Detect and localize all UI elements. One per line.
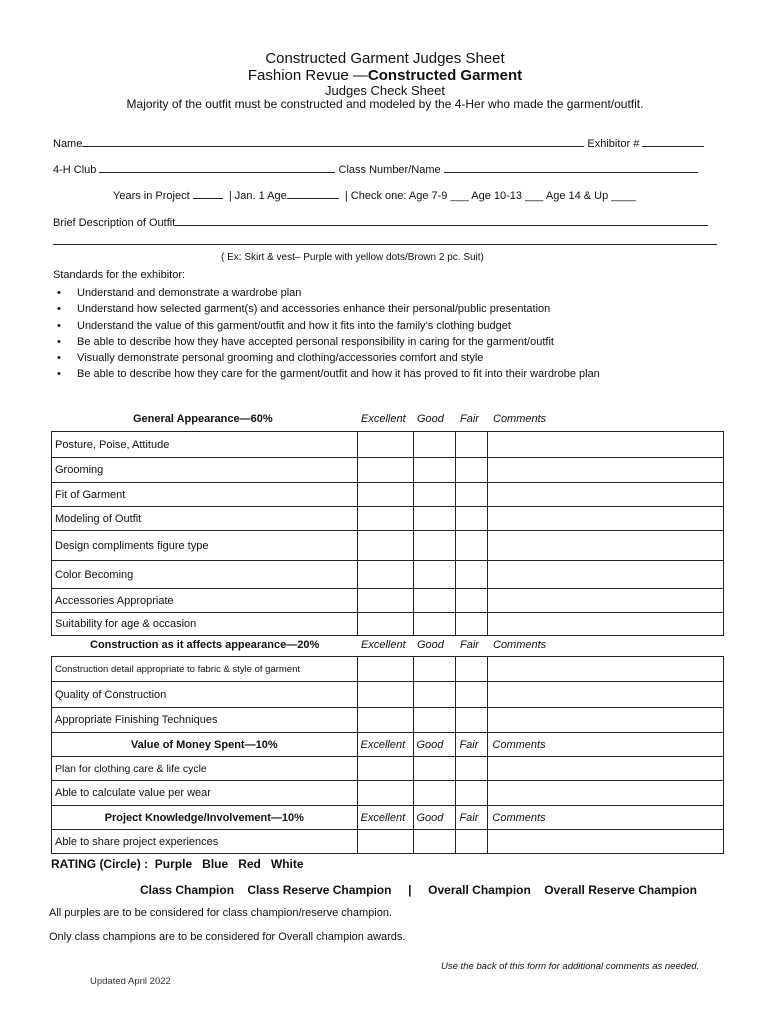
good-cell[interactable] bbox=[413, 781, 456, 806]
fair-cell[interactable] bbox=[456, 781, 488, 806]
section-construction-title: Construction as it affects appearance—20% bbox=[90, 639, 320, 651]
col-fair: Fair bbox=[456, 806, 488, 830]
table-row bbox=[52, 432, 724, 458]
col-excellent: Excellent bbox=[361, 639, 406, 651]
criterion: Grooming bbox=[52, 458, 358, 483]
award-overall-reserve[interactable]: Overall Reserve Champion bbox=[544, 883, 697, 897]
award-separator: | bbox=[408, 883, 412, 897]
description-line-1[interactable] bbox=[175, 215, 708, 226]
col-excellent: Excellent bbox=[357, 806, 413, 830]
club-label: 4-H Club bbox=[53, 164, 97, 176]
note-purples: All purples are to be considered for class champion/reserve champion. bbox=[49, 907, 393, 919]
check-sheet-title: Judges Check Sheet bbox=[325, 83, 445, 98]
excellent-cell[interactable] bbox=[357, 432, 413, 458]
example-text: ( Ex: Skirt & vest– Purple with yellow dots/Brown 2 pc. Suit) bbox=[221, 252, 484, 263]
col-fair: Fair bbox=[456, 733, 488, 757]
fair-cell[interactable] bbox=[456, 458, 488, 483]
club-field[interactable] bbox=[53, 162, 698, 176]
rating-label: RATING (Circle) : bbox=[51, 857, 149, 871]
comments-cell[interactable] bbox=[488, 830, 724, 854]
comments-cell[interactable] bbox=[488, 432, 724, 458]
fair-cell[interactable] bbox=[456, 531, 488, 561]
comments-cell[interactable] bbox=[488, 781, 724, 806]
standards-heading: Standards for the exhibitor: bbox=[53, 269, 186, 281]
comments-cell[interactable] bbox=[488, 757, 724, 781]
comments-cell[interactable] bbox=[488, 531, 724, 561]
excellent-cell[interactable] bbox=[357, 657, 413, 682]
good-cell[interactable] bbox=[413, 708, 456, 733]
good-cell[interactable] bbox=[413, 432, 456, 458]
good-cell[interactable] bbox=[413, 483, 456, 507]
criterion: Accessories Appropriate bbox=[52, 589, 358, 613]
name-field[interactable] bbox=[53, 136, 704, 150]
age-label: | Jan. 1 Age bbox=[228, 190, 287, 202]
fair-cell[interactable] bbox=[456, 657, 488, 682]
description-field[interactable] bbox=[53, 215, 708, 229]
class-line[interactable] bbox=[444, 162, 698, 173]
comments-cell[interactable] bbox=[488, 507, 724, 531]
description-label: Brief Description of Outfit bbox=[53, 217, 176, 229]
years-line[interactable] bbox=[193, 188, 223, 199]
excellent-cell[interactable] bbox=[357, 708, 413, 733]
table-row bbox=[52, 657, 724, 682]
table-row bbox=[52, 589, 724, 613]
criterion: Posture, Poise, Attitude bbox=[52, 432, 358, 458]
col-comments: Comments bbox=[488, 733, 724, 757]
excellent-cell[interactable] bbox=[357, 561, 413, 589]
excellent-cell[interactable] bbox=[357, 531, 413, 561]
construction-table bbox=[51, 656, 724, 854]
fair-cell[interactable] bbox=[456, 757, 488, 781]
rating-row bbox=[51, 857, 304, 871]
age-line[interactable] bbox=[287, 188, 339, 199]
col-excellent: Excellent bbox=[357, 733, 413, 757]
page-title: Constructed Garment Judges Sheet bbox=[265, 50, 505, 67]
excellent-cell[interactable] bbox=[357, 757, 413, 781]
table-row bbox=[52, 613, 724, 636]
excellent-cell[interactable] bbox=[357, 507, 413, 531]
criterion: Plan for clothing care & life cycle bbox=[52, 757, 358, 781]
standard-item: • Understand how selected garment(s) and accessories enhance their personal/public presentation bbox=[53, 301, 713, 317]
fair-cell[interactable] bbox=[456, 708, 488, 733]
subtitle-bold: Constructed Garment bbox=[367, 67, 523, 84]
col-comments: Comments bbox=[493, 413, 547, 425]
criterion: Able to share project experiences bbox=[52, 830, 358, 854]
fair-cell[interactable] bbox=[456, 682, 488, 708]
criterion: Modeling of Outfit bbox=[52, 507, 358, 531]
excellent-cell[interactable] bbox=[357, 830, 413, 854]
col-fair: Fair bbox=[460, 413, 479, 425]
comments-cell[interactable] bbox=[488, 657, 724, 682]
class-label: Class Number/Name bbox=[338, 164, 441, 176]
good-cell[interactable] bbox=[413, 757, 456, 781]
good-cell[interactable] bbox=[413, 682, 456, 708]
excellent-cell[interactable] bbox=[357, 781, 413, 806]
general-table bbox=[51, 431, 724, 636]
col-excellent: Excellent bbox=[361, 413, 406, 425]
good-cell[interactable] bbox=[413, 589, 456, 613]
table-row bbox=[52, 781, 724, 806]
table-row bbox=[52, 806, 724, 830]
table-row bbox=[52, 507, 724, 531]
criterion: Construction detail appropriate to fabric & style of garment bbox=[52, 657, 358, 682]
col-good: Good bbox=[413, 806, 456, 830]
criterion: Design compliments figure type bbox=[52, 531, 358, 561]
table-row bbox=[52, 483, 724, 507]
rating-white[interactable]: White bbox=[270, 857, 304, 871]
note-champions: Only class champions are to be considered for Overall champion awards. bbox=[49, 931, 406, 943]
table-row bbox=[52, 561, 724, 589]
col-good: Good bbox=[417, 639, 444, 651]
age-check[interactable]: | Check one: Age 7-9 ___ Age 10-13 ___ Age 14 & Up ____ bbox=[344, 190, 636, 202]
comments-cell[interactable] bbox=[488, 613, 724, 636]
col-good: Good bbox=[417, 413, 444, 425]
fair-cell[interactable] bbox=[456, 483, 488, 507]
updated-date: Updated April 2022 bbox=[90, 976, 171, 987]
standards-list bbox=[53, 285, 713, 383]
table-row bbox=[52, 458, 724, 483]
fair-cell[interactable] bbox=[456, 561, 488, 589]
award-class-champion[interactable]: Class Champion bbox=[140, 883, 235, 897]
award-overall-champion[interactable]: Overall Champion bbox=[428, 883, 531, 897]
col-comments: Comments bbox=[493, 639, 547, 651]
fair-cell[interactable] bbox=[456, 830, 488, 854]
section-value-title: Value of Money Spent—10% bbox=[52, 733, 358, 757]
good-cell[interactable] bbox=[413, 531, 456, 561]
years-label: Years in Project bbox=[113, 190, 190, 202]
col-fair: Fair bbox=[460, 639, 479, 651]
standard-item: • Be able to describe how they have accepted personal responsibility in caring for the garment/outfit bbox=[53, 334, 713, 350]
fair-cell[interactable] bbox=[456, 589, 488, 613]
section-general-title: General Appearance—60% bbox=[133, 413, 273, 425]
fair-cell[interactable] bbox=[456, 613, 488, 636]
criterion: Able to calculate value per wear bbox=[52, 781, 358, 806]
excellent-cell[interactable] bbox=[357, 458, 413, 483]
table-row bbox=[52, 733, 724, 757]
criterion: Quality of Construction bbox=[52, 682, 358, 708]
criterion: Color Becoming bbox=[52, 561, 358, 589]
name-label: Name bbox=[53, 138, 83, 150]
exhibitor-label: Exhibitor # bbox=[587, 138, 640, 150]
good-cell[interactable] bbox=[413, 657, 456, 682]
award-class-reserve[interactable]: Class Reserve Champion bbox=[247, 883, 392, 897]
col-good: Good bbox=[413, 733, 456, 757]
good-cell[interactable] bbox=[413, 561, 456, 589]
excellent-cell[interactable] bbox=[357, 589, 413, 613]
rating-purple[interactable]: Purple bbox=[154, 857, 193, 871]
excellent-cell[interactable] bbox=[357, 483, 413, 507]
good-cell[interactable] bbox=[413, 507, 456, 531]
rating-blue[interactable]: Blue bbox=[202, 857, 229, 871]
criterion: Suitability for age & occasion bbox=[52, 613, 358, 636]
good-cell[interactable] bbox=[413, 458, 456, 483]
instructions: Majority of the outfit must be constructed and modeled by the 4-Her who made the garment/outfit. bbox=[126, 97, 644, 111]
comments-cell[interactable] bbox=[488, 682, 724, 708]
comments-cell[interactable] bbox=[488, 561, 724, 589]
note-back: Use the back of this form for additional comments as needed. bbox=[441, 961, 700, 972]
standard-item: • Be able to describe how they care for the garment/outfit and how it has proved to fit into their wardrobe plan bbox=[53, 366, 713, 382]
comments-cell[interactable] bbox=[488, 458, 724, 483]
table-row bbox=[52, 708, 724, 733]
col-comments: Comments bbox=[488, 806, 724, 830]
table-row bbox=[52, 830, 724, 854]
standard-item: • Understand the value of this garment/outfit and how it fits into the family’s clothing budget bbox=[53, 318, 713, 334]
table-row bbox=[52, 757, 724, 781]
section-knowledge-title: Project Knowledge/Involvement—10% bbox=[52, 806, 358, 830]
standard-item: • Visually demonstrate personal grooming and clothing/accessories comfort and style bbox=[53, 350, 713, 366]
standard-item: • Understand and demonstrate a wardrobe plan bbox=[53, 285, 713, 301]
years-field[interactable] bbox=[113, 188, 636, 202]
excellent-cell[interactable] bbox=[357, 682, 413, 708]
comments-cell[interactable] bbox=[488, 483, 724, 507]
awards-row bbox=[140, 883, 697, 897]
table-row bbox=[52, 531, 724, 561]
fair-cell[interactable] bbox=[456, 432, 488, 458]
comments-cell[interactable] bbox=[488, 708, 724, 733]
name-line[interactable] bbox=[82, 136, 584, 147]
fair-cell[interactable] bbox=[456, 507, 488, 531]
good-cell[interactable] bbox=[413, 830, 456, 854]
criterion: Fit of Garment bbox=[52, 483, 358, 507]
subtitle bbox=[0, 67, 770, 84]
club-line[interactable] bbox=[99, 162, 335, 173]
exhibitor-line[interactable] bbox=[642, 136, 704, 147]
rating-red[interactable]: Red bbox=[238, 857, 261, 871]
description-line-2[interactable] bbox=[53, 244, 717, 245]
good-cell[interactable] bbox=[413, 613, 456, 636]
excellent-cell[interactable] bbox=[357, 613, 413, 636]
comments-cell[interactable] bbox=[488, 589, 724, 613]
subtitle-prefix: Fashion Revue — bbox=[247, 67, 368, 84]
table-row bbox=[52, 682, 724, 708]
criterion: Appropriate Finishing Techniques bbox=[52, 708, 358, 733]
